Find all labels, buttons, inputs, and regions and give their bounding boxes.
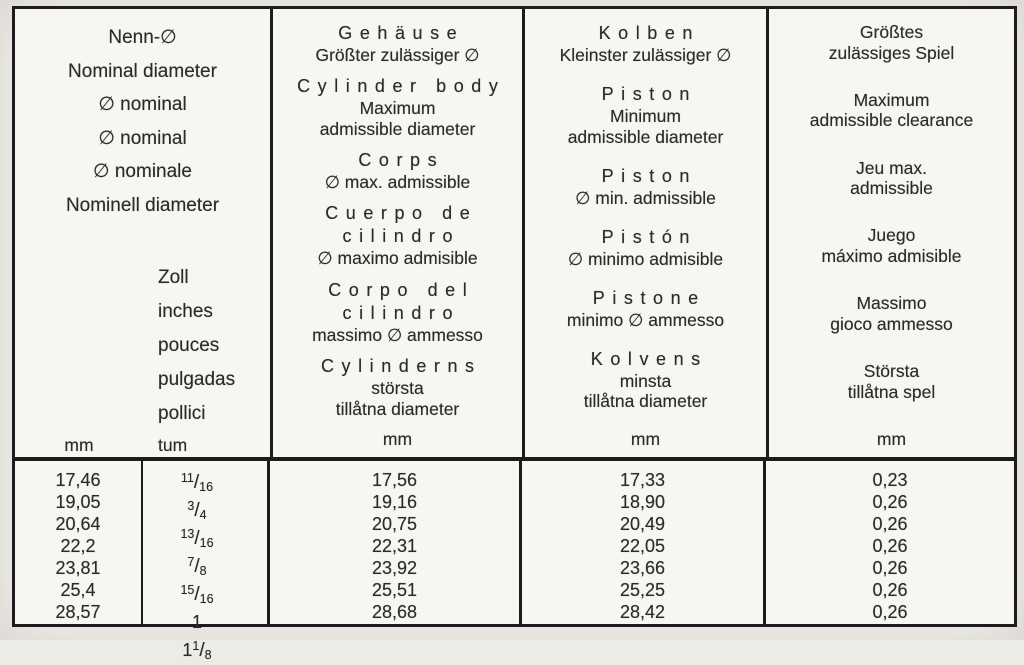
header-line: ∅ max. admissible bbox=[324, 172, 471, 193]
unit-mm-label: mm bbox=[64, 435, 94, 455]
header-line: cilindro bbox=[342, 226, 461, 247]
inch-numerator: 11 bbox=[180, 471, 194, 485]
inch-whole: 1 bbox=[182, 640, 193, 660]
header-col-clearance bbox=[769, 9, 1014, 457]
header-line: Kolben bbox=[598, 23, 700, 43]
header-line: Största bbox=[863, 361, 920, 382]
data-col-clearance-mm bbox=[766, 461, 1014, 627]
inch-denominator: 8 bbox=[199, 564, 207, 578]
cell-clearance-mm: 0,26 bbox=[872, 513, 908, 534]
nominal-label-fr: ∅ nominal bbox=[98, 94, 187, 115]
cell-nominal-inch bbox=[143, 469, 251, 497]
header-line: Cuerpo de bbox=[325, 203, 478, 224]
nominal-label-sv: Nominell diameter bbox=[65, 194, 220, 216]
header-line: minsta bbox=[619, 370, 672, 391]
header-line: Cylinder body bbox=[297, 76, 506, 97]
cell-clearance-mm: 0,23 bbox=[872, 469, 908, 490]
header-line: största bbox=[371, 378, 424, 399]
header-line: ∅ minimo admisible bbox=[567, 248, 724, 269]
header-line: ∅ maximo admisible bbox=[317, 248, 478, 269]
inch-denominator: 16 bbox=[199, 592, 214, 606]
inch-label-it: pollici bbox=[158, 403, 206, 424]
header-line: admissible diameter bbox=[567, 126, 724, 147]
inch-denominator: 8 bbox=[204, 648, 212, 662]
cell-clearance-mm: 0,26 bbox=[872, 579, 908, 600]
fraction-slash: / bbox=[194, 584, 200, 605]
cell-nominal-inch bbox=[143, 497, 251, 525]
nominal-label-es: ∅ nominal bbox=[98, 127, 187, 149]
piston-label-fr bbox=[527, 165, 764, 209]
cell-nominal-mm: 20,64 bbox=[55, 513, 101, 534]
header-line: Kolvens bbox=[590, 348, 708, 369]
cell-nominal-mm: 28,57 bbox=[55, 601, 101, 622]
header-line: gioco ammesso bbox=[830, 313, 953, 334]
unit-mm-label: mm bbox=[382, 428, 413, 449]
nominal-diameter-labels bbox=[15, 21, 270, 222]
data-col-nominal-mm bbox=[15, 461, 143, 627]
inch-label-es: pulgadas bbox=[158, 369, 236, 390]
header-line: admissible diameter bbox=[319, 118, 476, 139]
piston-label-es bbox=[527, 226, 764, 270]
header-line: Corpo del bbox=[328, 279, 475, 300]
piston-label-it bbox=[527, 287, 764, 331]
cylinder-label-de bbox=[275, 22, 520, 66]
inch-unit-labels bbox=[158, 261, 235, 431]
header-line: Maximum bbox=[359, 98, 436, 119]
header-line: Jeu max. bbox=[856, 157, 927, 178]
inch-label-en: inches bbox=[158, 301, 213, 322]
header-col-piston bbox=[525, 9, 769, 457]
header-line: Juego bbox=[867, 225, 916, 246]
inch-numerator: 13 bbox=[180, 527, 195, 541]
cell-cylinder-mm: 23,92 bbox=[371, 557, 418, 578]
inch-numerator: 7 bbox=[187, 555, 195, 569]
cell-cylinder-mm: 25,51 bbox=[371, 579, 418, 600]
cell-clearance-mm: 0,26 bbox=[872, 535, 908, 556]
data-col-nominal-inches bbox=[143, 461, 270, 662]
inch-numerator: 3 bbox=[187, 499, 195, 513]
cell-cylinder-mm: 28,68 bbox=[371, 601, 418, 622]
cell-piston-mm: 25,25 bbox=[619, 579, 666, 600]
cylinder-label-sv bbox=[275, 355, 520, 419]
header-line: máximo admisible bbox=[821, 245, 962, 266]
header-line: Größtes bbox=[859, 22, 924, 42]
col1-unit-row bbox=[15, 435, 270, 457]
piston-label-en bbox=[527, 83, 764, 147]
unit-mm-label: mm bbox=[876, 428, 907, 449]
inch-whole: 1 bbox=[191, 612, 202, 632]
cell-piston-mm: 28,42 bbox=[619, 601, 666, 622]
cell-clearance-mm: 0,26 bbox=[872, 557, 908, 578]
cell-cylinder-mm: 20,75 bbox=[371, 513, 418, 534]
header-col-cylinder-body bbox=[273, 9, 525, 457]
header-line: tillåtna diameter bbox=[583, 391, 708, 411]
header-line: massimo ∅ ammesso bbox=[312, 324, 483, 345]
clearance-label-it bbox=[771, 293, 1012, 334]
cell-nominal-inch bbox=[143, 525, 251, 553]
header-line: Kleinster zulässiger ∅ bbox=[559, 45, 732, 65]
inch-label-fr: pouces bbox=[158, 335, 220, 356]
piston-label-sv bbox=[527, 348, 764, 412]
header-line: admissible clearance bbox=[809, 110, 974, 131]
fraction-slash: / bbox=[194, 556, 200, 577]
cell-clearance-mm: 0,26 bbox=[872, 601, 908, 622]
clearance-label-de bbox=[771, 22, 1012, 63]
data-col-piston-mm bbox=[522, 461, 766, 627]
fraction-slash: / bbox=[194, 528, 200, 549]
cell-nominal-mm: 19,05 bbox=[55, 491, 101, 512]
clearance-label-sv bbox=[771, 361, 1012, 402]
clearance-label-fr bbox=[771, 158, 1012, 199]
cell-piston-mm: 23,66 bbox=[619, 557, 666, 578]
unit-mm-label: mm bbox=[630, 429, 661, 449]
cell-nominal-mm: 25,4 bbox=[60, 579, 96, 600]
cell-nominal-inch bbox=[143, 609, 251, 637]
header-line: admissible bbox=[850, 178, 933, 199]
cell-nominal-inch bbox=[143, 581, 251, 609]
inch-numerator: 15 bbox=[180, 583, 195, 597]
header-line: Pistone bbox=[592, 287, 706, 308]
clearance-label-en bbox=[771, 90, 1012, 131]
header-line: tillåtna diameter bbox=[335, 398, 460, 419]
cell-cylinder-mm: 19,16 bbox=[371, 491, 418, 512]
cylinder-label-en bbox=[275, 75, 520, 139]
unit-tum-label: tum bbox=[158, 435, 188, 455]
header-line: Pistón bbox=[601, 226, 697, 247]
table-body bbox=[15, 457, 1014, 662]
header-line: minimo ∅ ammesso bbox=[566, 309, 725, 330]
cell-cylinder-mm: 17,56 bbox=[371, 469, 418, 490]
piston-clearance-spec-table bbox=[12, 6, 1017, 662]
cell-nominal-inch bbox=[143, 637, 251, 665]
inch-numerator: 1 bbox=[192, 639, 200, 653]
header-col-nominal-diameter bbox=[15, 9, 273, 457]
nominal-label-de: Nenn-∅ bbox=[108, 27, 177, 48]
cell-nominal-mm: 22,2 bbox=[60, 535, 96, 556]
inch-denominator: 16 bbox=[199, 536, 214, 550]
nominal-label-it: ∅ nominale bbox=[93, 161, 192, 182]
header-line: tillåtna spel bbox=[847, 381, 936, 402]
header-line: Massimo bbox=[856, 293, 927, 314]
inch-denominator: 16 bbox=[199, 480, 214, 494]
cell-piston-mm: 17,33 bbox=[619, 469, 666, 490]
nominal-label-en: Nominal diameter bbox=[68, 60, 217, 82]
cell-piston-mm: 20,49 bbox=[619, 513, 666, 534]
header-line: Maximum bbox=[853, 89, 930, 110]
header-line: zulässiges Spiel bbox=[828, 42, 955, 63]
inch-label-de: Zoll bbox=[158, 267, 189, 288]
header-line: Cylinderns bbox=[320, 356, 482, 377]
cylinder-label-fr bbox=[275, 149, 520, 193]
piston-label-de bbox=[527, 22, 764, 66]
header-line: Corps bbox=[358, 150, 445, 171]
table-header bbox=[15, 9, 1014, 457]
cell-cylinder-mm: 22,31 bbox=[371, 535, 418, 556]
cell-nominal-inch bbox=[143, 553, 251, 581]
cylinder-label-es bbox=[275, 202, 520, 269]
header-line: Gehäuse bbox=[338, 23, 465, 43]
fraction-slash: / bbox=[199, 640, 205, 661]
header-line: Größter zulässiger ∅ bbox=[315, 45, 480, 65]
header-line: Piston bbox=[601, 84, 697, 104]
cylinder-label-it bbox=[275, 279, 520, 346]
data-col-cylinder-mm bbox=[270, 461, 522, 627]
inch-denominator: 4 bbox=[199, 508, 207, 522]
header-line: cilindro bbox=[342, 302, 461, 323]
cell-clearance-mm: 0,26 bbox=[872, 491, 908, 512]
fraction-slash: / bbox=[194, 500, 200, 521]
cell-piston-mm: 22,05 bbox=[619, 535, 666, 556]
header-line: Minimum bbox=[610, 106, 681, 126]
clearance-label-es bbox=[771, 225, 1012, 266]
header-line: ∅ min. admissible bbox=[575, 187, 716, 208]
cell-nominal-mm: 23,81 bbox=[55, 557, 101, 578]
cell-piston-mm: 18,90 bbox=[619, 491, 666, 512]
header-line: Piston bbox=[601, 165, 697, 186]
cell-nominal-mm: 17,46 bbox=[55, 469, 101, 490]
fraction-slash: / bbox=[193, 472, 200, 493]
